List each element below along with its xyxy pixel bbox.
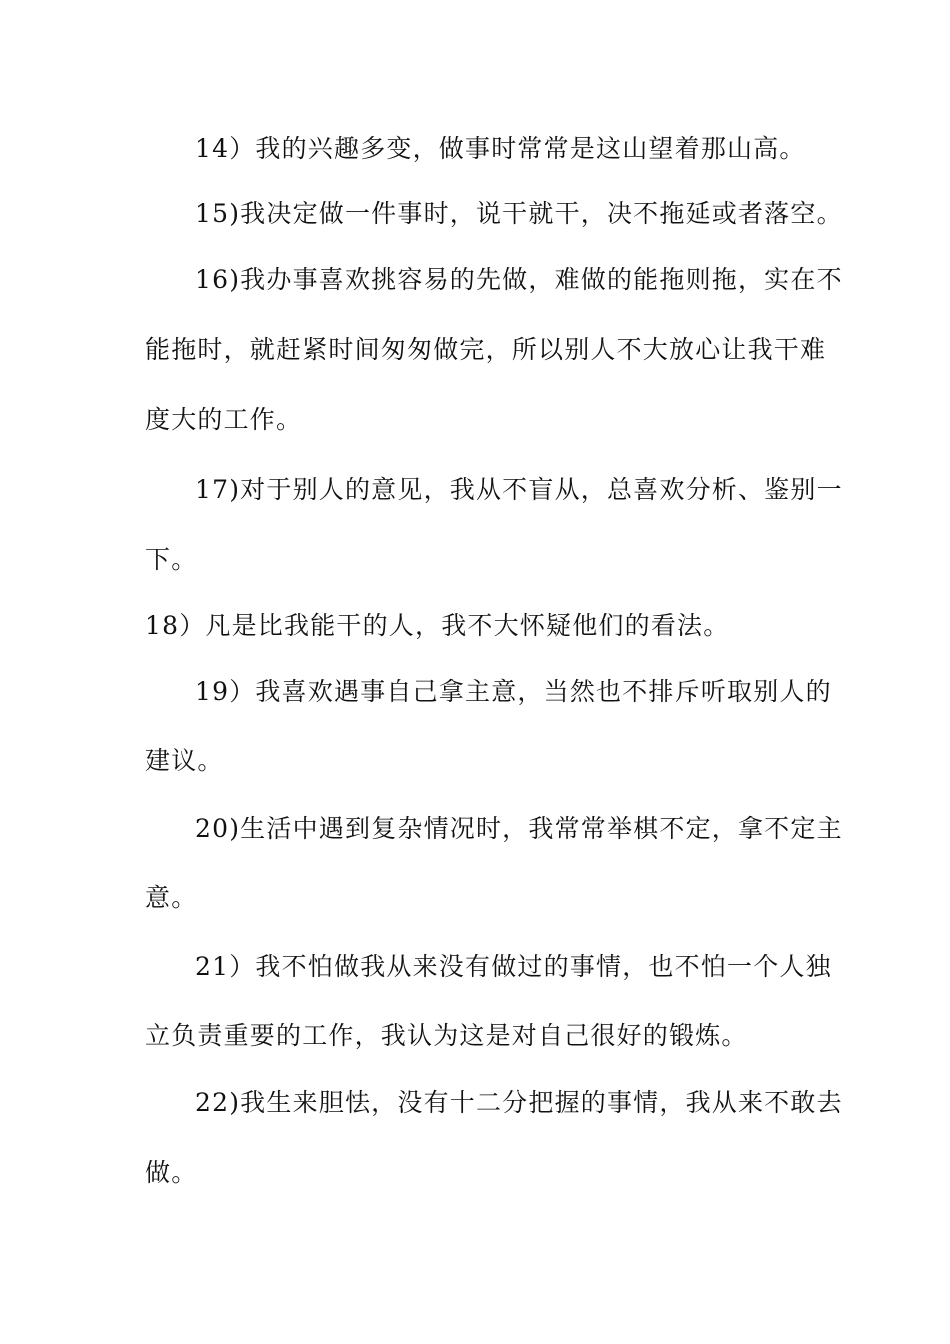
item-18-line-1: 18）凡是比我能干的人，我不大怀疑他们的看法。 [145,611,730,640]
item-22-line-2: 做。 [145,1158,198,1187]
item-17-line-1: 17)对于别人的意见，我从不盲从，总喜欢分析、鉴别一 [195,475,843,504]
item-21-line-2: 立负责重要的工作，我认为这是对自己很好的锻炼。 [145,1021,748,1050]
item-20-line-2: 意。 [145,883,198,912]
item-16-line-3: 度大的工作。 [145,405,303,434]
item-14-line-1: 14）我的兴趣多变，做事时常常是这山望着那山高。 [195,134,806,163]
item-20-line-1: 20)生活中遇到复杂情况时，我常常举棋不定，拿不定主 [195,814,843,843]
item-16-line-2: 能拖时，就赶紧时间匆匆做完，所以别人不大放心让我干难 [145,335,827,364]
item-21-line-1: 21）我不怕做我从来没有做过的事情，也不怕一个人独 [195,952,832,981]
item-15-line-1: 15)我决定做一件事时，说干就干，决不拖延或者落空。 [195,199,843,228]
item-19-line-1: 19）我喜欢遇事自己拿主意，当然也不排斥听取别人的 [195,677,832,706]
item-22-line-1: 22)我生来胆怯，没有十二分把握的事情，我从来不敢去 [195,1088,843,1117]
item-19-line-2: 建议。 [145,746,224,775]
item-17-line-2: 下。 [145,545,198,574]
item-16-line-1: 16)我办事喜欢挑容易的先做，难做的能拖则拖，实在不 [195,265,843,294]
